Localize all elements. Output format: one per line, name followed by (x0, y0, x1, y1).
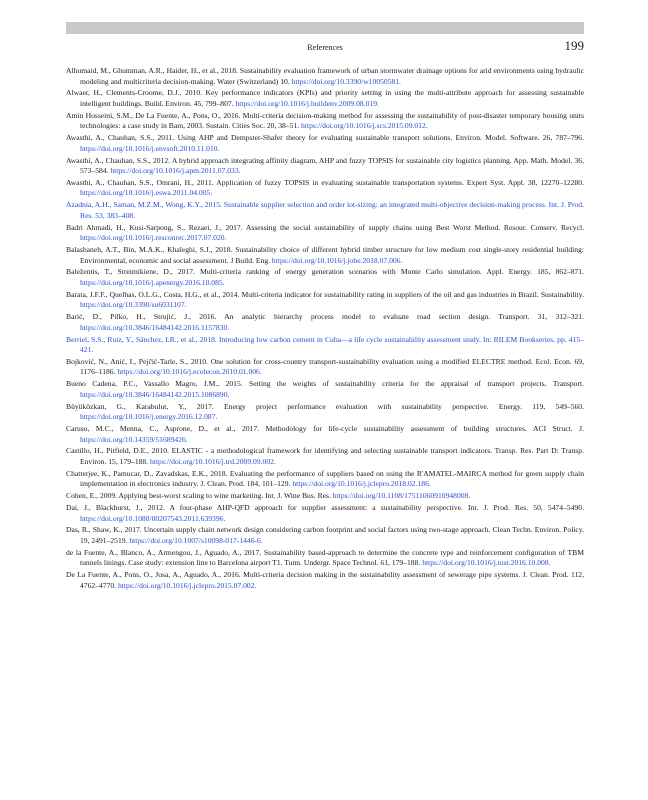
reference-entry (66, 200, 584, 221)
reference-entry (66, 424, 584, 445)
reference-text: Das, R., Shaw, K., 2017. Uncertain supply chain network design considering carbon footprint and social factors using two-stage approach. Clean Techn. Environ. Policy. 19, 2491–2519. (66, 525, 584, 545)
doi-link[interactable]: https://doi.org/10.3846/16484142.2016.1157830. (80, 322, 230, 332)
doi-link[interactable]: https://doi.org/10.1007/s10098-017-1446-6. (129, 535, 263, 545)
reference-entry (66, 312, 584, 333)
doi-link[interactable]: https://doi.org/10.1016/j.resconrec.2017.07.020. (80, 233, 227, 243)
doi-link[interactable]: https://doi.org/10.3846/16484142.2015.1086890. (80, 389, 230, 399)
doi-link[interactable]: https://doi.org/10.1016/j.envsoft.2010.11.010. (80, 143, 220, 153)
reference-text: Badri Ahmadi, H., Kusi-Sarpong, S., Rezaei, J., 2017. Assessing the social sustainability of supply chains using Best Worst Method. Resour. Conserv. Recycl. (66, 222, 584, 232)
reference-text: Awasthi, A., Chauhan, S.S., 2012. A hybrid approach integrating affinity diagram, AHP and fuzzy TOPSIS for sustainable city logistics planning. App. Math. Model. 36, 573–584. (66, 155, 584, 176)
doi-link[interactable]: https://doi.org/10.1016/j.buildenv.2009.08.019. (235, 98, 379, 108)
doi-link[interactable]: https://doi.org/10.1016/j.apenergy.2016.10.085. (80, 277, 225, 287)
reference-entry (66, 469, 584, 490)
reference-entry (66, 133, 584, 154)
reference-entry (66, 570, 584, 591)
reference-text[interactable]: Berriel, S.S., Ruiz, Y., Sánchez, I.R., et al., 2018. Introducing low carbon cement in Cuba—a life cycle sustainability assessment study. In: RILEM Bookseries, pp. 415–421. (66, 334, 584, 355)
doi-link[interactable]: https://doi.org/10.3390/su6031107. (80, 300, 187, 310)
running-title: References (307, 43, 343, 52)
reference-entry (66, 290, 584, 311)
reference-entry (66, 335, 584, 356)
doi-link[interactable]: https://doi.org/10.1016/j.jclepro.2018.02.186. (292, 479, 431, 489)
reference-entry (66, 402, 584, 423)
doi-link[interactable]: https://doi.org/10.1016/j.eswa.2011.04.005. (80, 188, 213, 198)
doi-link[interactable]: https://doi.org/10.1016/j.trd.2009.09.002. (150, 456, 276, 466)
reference-entry (66, 548, 584, 569)
reference-text: Baležentis, T., Streimikiene, D., 2017. Multi-criteria ranking of energy generation scenarios with Monte Carlo simulation. Appl. Energy. 185, 862–871. (66, 267, 584, 277)
reference-entry (66, 178, 584, 199)
doi-link[interactable]: https://doi.org/10.1016/j.scs.2015.09.012. (301, 121, 428, 131)
reference-entry (66, 156, 584, 177)
doi-link[interactable]: https://doi.org/10.3390/w10050581. (291, 76, 401, 86)
doi-link[interactable]: https://doi.org/10.1108/17511060910948008. (332, 491, 471, 501)
reference-entry (66, 446, 584, 467)
reference-entry (66, 267, 584, 288)
reference-entry (66, 525, 584, 546)
reference-text: Balasbaneh, A.T., Bin, M.A.K., Khaleghi, S.J., 2018. Sustainability choice of different hybrid timber structure for low medium cost single-story residential building: Environmental, economic and social assessment. J Build. Eng. (66, 245, 584, 265)
doi-link[interactable]: https://doi.org/10.1016/j.tust.2016.10.008. (422, 558, 551, 568)
page-number: 199 (564, 38, 584, 53)
reference-text: Amin Hosseini, S.M., De La Fuente, A., Pons, O., 2016. Multi-criteria decision-making method for assessing the sustainability of post-disaster temporary housing units technologies: a case study in Bam, 2003. Sustain. Cities Soc. 20, 38–51. (66, 110, 584, 131)
reference-text: Castillo, H., Pitfield, D.E., 2010. ELASTIC - a methodological framework for identifying and selecting sustainable transport indicators. Transp. Res. Part D: Transp. Environ. 15, 179–188. (66, 446, 584, 466)
reference-entry (66, 357, 584, 378)
reference-entry (66, 379, 584, 400)
reference-text: Awasthi, A., Chauhan, S.S., Omrani, H., 2011. Application of fuzzy TOPSIS in evaluating sustainable transportation systems. Expert Syst. Appl. 38, 12270–12280. (66, 177, 584, 187)
reference-entry (66, 111, 584, 132)
reference-text: Barić, D., Pilko, H., Strujić, J., 2016. An analytic hierarchy process model to evaluate road section design. Transport. 31, 312–321. (66, 312, 584, 322)
reference-text: Bojković, N., Anić, I., Pejčić-Tarle, S., 2010. One solution for cross-country transport-sustainability evaluation using a modified ELECTRE method. Ecol. Econ. 69, 1176–1186. (66, 356, 584, 377)
reference-entry (66, 491, 584, 502)
reference-text: Bueno Cadena, P.C., Vassallo Magro, J.M., 2015. Setting the weights of sustainability criteria for the appraisal of transport projects. Transport. (66, 379, 584, 389)
reference-text: Awasthi, A., Chauhan, S.S., 2011. Using AHP and Dempster-Shafer theory for evaluating sustainable transport solutions. Environ. Model. Software. 26, 787–796. (66, 133, 584, 143)
header-bar (66, 22, 584, 34)
reference-text: Cohen, E., 2009. Applying best-worst scaling to wine marketing. Int. J. Wine Bus. Res. (66, 491, 333, 501)
reference-entry (66, 223, 584, 244)
doi-link[interactable]: https://doi.org/10.1016/j.jclepro.2015.07.002. (117, 580, 257, 590)
doi-link[interactable]: https://doi.org/10.1016/j.jobe.2018.07.006. (271, 255, 403, 265)
reference-text: Barata, J.F.F., Quelhas, O.L.G., Costa, H.G., et al., 2014. Multi-criteria indicator for sustainability rating in suppliers of the oil and gas industries in Brazil. Sustainability. (66, 289, 584, 299)
doi-link[interactable]: https://doi.org/10.1016/j.energy.2016.12.087. (80, 412, 218, 422)
reference-text: Chatterjee, K., Pamucar, D., Zavadskas, E.K., 2018. Evaluating the performance of suppliers based on using the R'AMATEL-MAIRCA method for green supply chain implementation in electronics industry. J. Clean. Prod. 184, 101–129. (66, 468, 584, 489)
reference-text: Alhumaid, M., Ghumman, A.R., Haider, H., et al., 2018. Sustainability evaluation framework of urban stormwater drainage options for arid environments using hydraulic modeling and multicriteria decision-making. Water (Switzerland) 10. (66, 66, 584, 86)
reference-entry (66, 245, 584, 266)
reference-text: Büyüközkan, G., Karabulut, Y., 2017. Energy project performance evaluation with sustainability perspective. Energy. 119, 549–560. (66, 401, 584, 411)
doi-link[interactable]: https://doi.org/10.1016/j.apm.2011.07.033. (110, 166, 241, 176)
reference-entry (66, 88, 584, 109)
reference-text: De La Fuente, A., Pons, O., Josa, A., Aguado, A., 2016. Multi-criteria decision making in the sustainability assessment of sewerage pipe systems. J. Clean. Prod. 112, 4762–4770. (66, 570, 584, 590)
doi-link[interactable]: https://doi.org/10.14359/51689426. (80, 434, 188, 444)
doi-link[interactable]: https://doi.org/10.1016/j.ecolecon.2010.01.006. (117, 367, 262, 377)
reference-text: Alwaer, H., Clements-Croome, D.J., 2010. Key performance indicators (KPIs) and priority setting in using the multi-attribute approach for assessing sustainable intelligent buildings. Build. Environ. 45, 799–807. (66, 88, 584, 108)
reference-entry (66, 66, 584, 87)
reference-text: Caruso, M.C., Menna, C., Asprone, D., et al., 2017. Methodology for life-cycle sustainability assessment of building structures. ACI Struct. J. (66, 424, 584, 433)
reference-entry (66, 503, 584, 524)
running-header (66, 38, 584, 58)
reference-text[interactable]: Azadnia, A.H., Saman, M.Z.M., Wong, K.Y., 2015. Sustainable supplier selection and order lot-sizing: an integrated multi-objective decision-making process. Int. J. Prod. Res. 53, 383–408. (66, 200, 584, 220)
doi-link[interactable]: https://doi.org/10.1080/00207543.2011.639396. (80, 513, 226, 523)
reference-list (66, 66, 584, 592)
reference-text: Dai, J., Blackhurst, J., 2012. A four-phase AHP-QFD approach for supplier assessment: a sustainability perspective. Int. J. Prod. Res. 50, 5474–5490. (66, 502, 584, 512)
reference-text: de la Fuente, A., Blanco, A., Armengou, J., Aguado, A., 2017. Sustainability based-approach to determine the concrete type and reinforcement configuration of TBM tunnels linings. Case study: extension line to Barcelona airport T1. Tunn. Undergr. Space Technol. 61, 179–188. (66, 547, 584, 568)
